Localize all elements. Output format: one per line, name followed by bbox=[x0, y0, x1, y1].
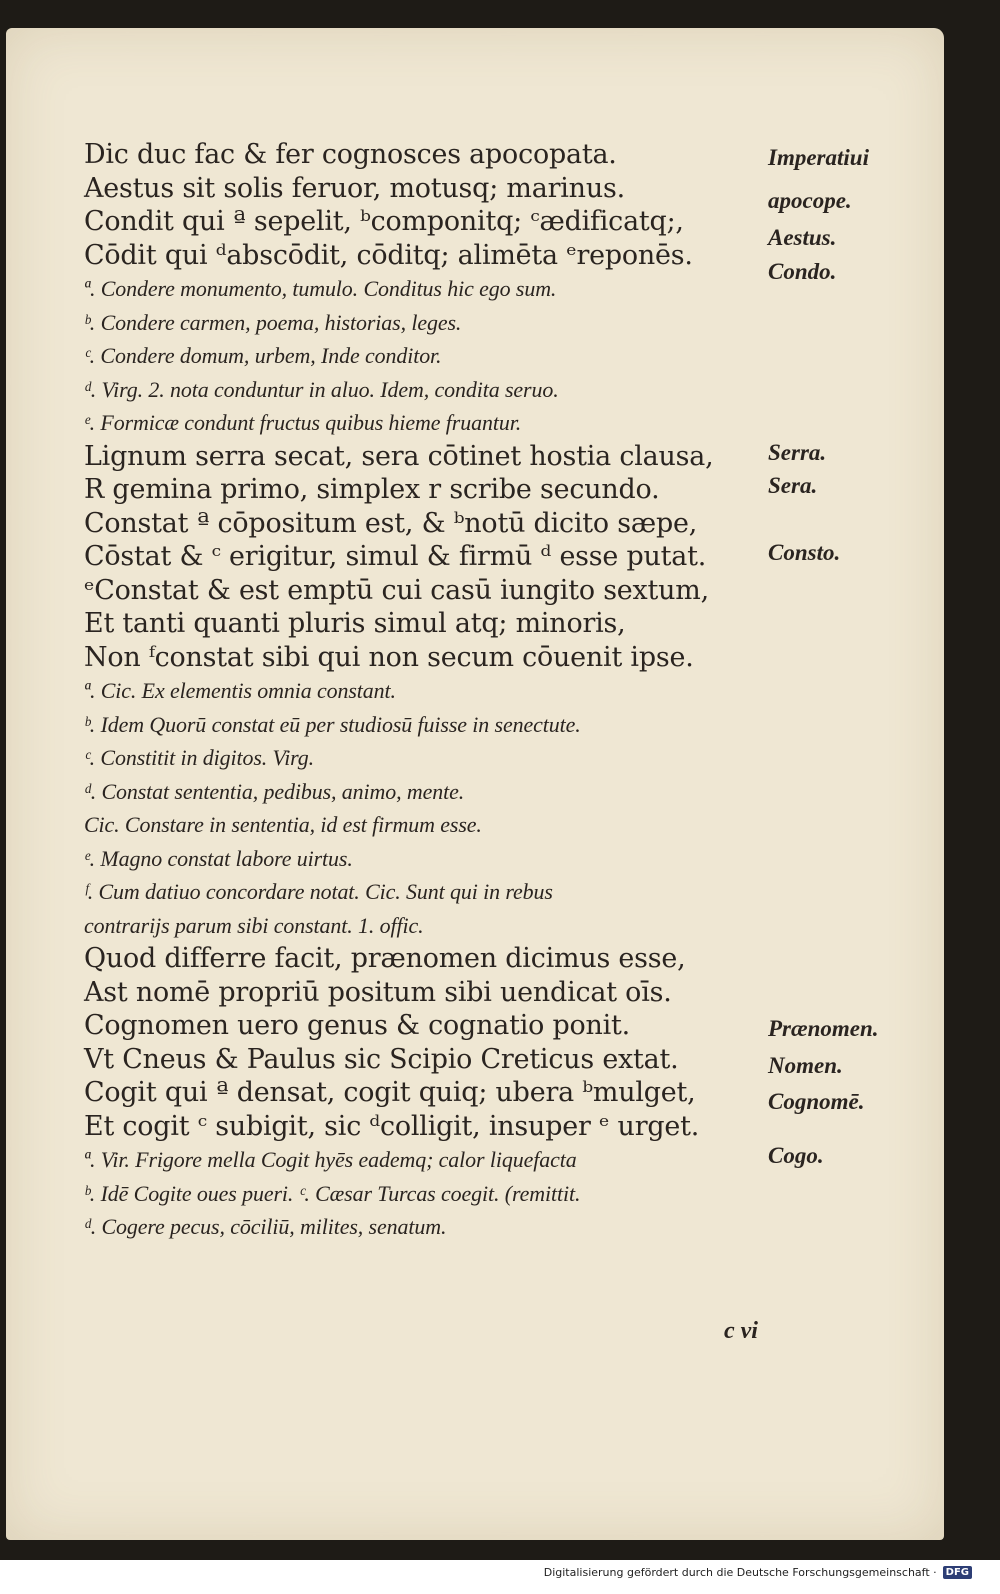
note-line: contrarijs parum sibi constant. 1. offic. bbox=[84, 912, 424, 938]
note-line: ᶠ. Cum datiuo concordare notat. Cic. Sunt qui in rebus bbox=[84, 879, 553, 904]
margin-note: Serra. bbox=[768, 439, 827, 465]
margin-note: apocope. bbox=[768, 188, 852, 214]
verse-line: Dic duc fac & fer cognosces apocopata. bbox=[84, 139, 617, 170]
footer-credit: Digitalisierung gefördert durch die Deutsche Forschungsgemeinschaft · bbox=[543, 1566, 937, 1579]
verse-line: Quod differre facit, prænomen dicimus esse, bbox=[84, 943, 686, 974]
note-line: ª. Cic. Ex elementis omnia constant. bbox=[84, 678, 396, 703]
verse-line: Aestus sit solis feruor, motusq; marinus. bbox=[84, 172, 625, 204]
margin-note: Aestus. bbox=[768, 225, 837, 251]
note-line: ᵉ. Formicæ condunt fructus quibus hieme fruantur. bbox=[84, 410, 522, 435]
verse-line: ᵉConstat & est emptū cui casū iungito sextum, bbox=[84, 574, 709, 606]
verse-line: R gemina primo, simplex r scribe secundo. bbox=[84, 474, 660, 505]
note-line: ᵉ. Magno constat labore uirtus. bbox=[84, 845, 353, 871]
margin-note: Prænomen. bbox=[768, 1015, 879, 1041]
note-line: ᵈ. Virg. 2. nota conduntur in aluo. Idem, condita seruo. bbox=[84, 376, 559, 402]
margin-note: Sera. bbox=[768, 473, 818, 498]
note-line: ᶜ. Constitit in digitos. Virg. bbox=[84, 745, 315, 770]
margin-note: Cogo. bbox=[768, 1143, 824, 1168]
note-line: ᵈ. Cogere pecus, cōciliū, milites, senatum. bbox=[84, 1214, 447, 1239]
verse-line: Cōstat & ᶜ erigitur, simul & firmū ᵈ esse putat. bbox=[84, 541, 707, 572]
note-line: ª. Vir. Frigore mella Cogit hyēs eademq; calor liquefacta bbox=[84, 1147, 577, 1172]
note-line: Cic. Constare in sententia, id est firmum esse. bbox=[84, 812, 482, 837]
main-text-block bbox=[84, 138, 774, 1244]
note-line: ᵇ. Idem Quorū constat eū per studiosū fuisse in senectute. bbox=[84, 711, 581, 737]
verse-line: Lignum serra secat, sera cōtinet hostia clausa, bbox=[84, 440, 714, 472]
signature-mark: c vi bbox=[724, 1318, 758, 1344]
verse-line: Et cogit ᶜ subigit, sic ᵈcolligit, insuper ᵉ urget. bbox=[84, 1110, 700, 1142]
dfg-logo: DFG bbox=[943, 1566, 972, 1579]
margin-note: Cognomē. bbox=[768, 1089, 865, 1115]
verse-line: Ast nomē propriū positum sibi uendicat oīs. bbox=[84, 976, 672, 1008]
note-line: ᵈ. Constat sententia, pedibus, animo, mente. bbox=[84, 778, 465, 804]
book-page bbox=[6, 28, 944, 1540]
margin-note: Condo. bbox=[768, 258, 837, 284]
margin-note: Imperatiui bbox=[768, 144, 869, 170]
margin-notes bbox=[768, 28, 938, 1428]
verse-line: Cogit qui ª densat, cogit quiq; ubera ᵇmulget, bbox=[84, 1077, 696, 1108]
note-line: ᵇ. Condere carmen, poema, historias, leges. bbox=[84, 309, 462, 335]
verse-line: Non ᶠconstat sibi qui non secum cōuenit ipse. bbox=[84, 641, 694, 673]
verse-line: Constat ª cōpositum est, & ᵇnotū dicito sæpe, bbox=[84, 507, 698, 539]
verse-line: Condit qui ª sepelit, ᵇcomponitq; ᶜædificatq;, bbox=[84, 206, 684, 237]
verse-line: Vt Cneus & Paulus sic Scipio Creticus extat. bbox=[84, 1043, 679, 1075]
note-line: ª. Condere monumento, tumulo. Conditus hic ego sum. bbox=[84, 276, 557, 301]
margin-note: Consto. bbox=[768, 540, 841, 565]
verse-line: Et tanti quanti pluris simul atq; minoris, bbox=[84, 608, 626, 639]
note-line: ᵇ. Idē Cogite oues pueri. ᶜ. Cæsar Turcas coegit. (remittit. bbox=[84, 1180, 581, 1206]
verse-line: Cognomen uero genus & cognatio ponit. bbox=[84, 1010, 631, 1041]
digitization-footer bbox=[544, 1566, 972, 1579]
margin-note: Nomen. bbox=[768, 1052, 843, 1078]
verse-line: Cōdit qui ᵈabscōdit, cōditq; alimēta ᵉreponēs. bbox=[84, 239, 693, 271]
note-line: ᶜ. Condere domum, urbem, Inde conditor. bbox=[84, 343, 442, 368]
